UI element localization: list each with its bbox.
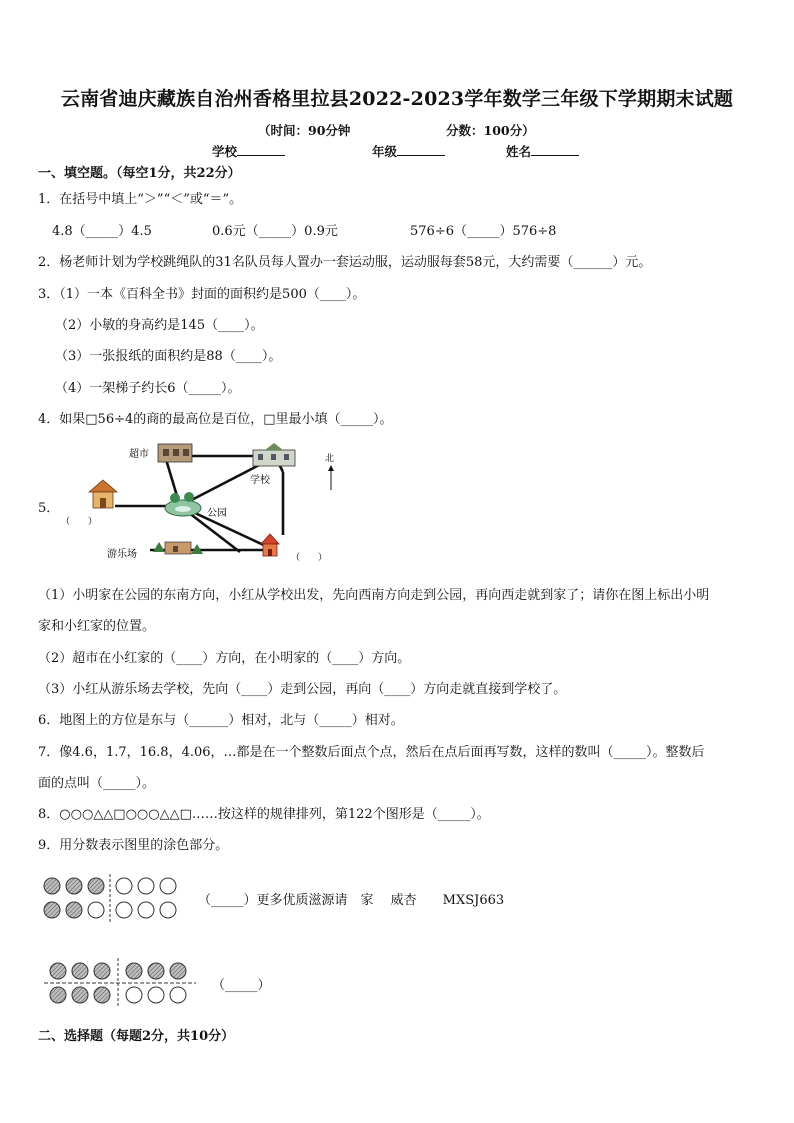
question-3-part4: （4）一架梯子约长6（_____）。 [55,381,241,396]
question-5-part2: （2）超市在小红家的（____）方向，在小明家的（____）方向。 [38,651,411,666]
playground-icon [153,542,203,554]
direction-map [55,440,355,570]
question-9: 9．用分数表示图里的涂色部分。 [38,838,229,853]
question-7-line2: 面的点叫（_____）。 [38,776,156,791]
question-4: 4．如果□56÷4的商的最高位是百位，□里最小填（_____）。 [38,412,393,427]
grade-blank [397,142,445,156]
school-label: 学校 [212,144,238,159]
question-9-blank2: （_____） [212,978,271,993]
question-1a: 4.8（_____）4.5 [52,224,152,239]
playground-label: 游乐场 [107,549,137,560]
question-2: 2．杨老师计划为学校跳绳队的31名队员每人置办一套运动服，运动服每套58元，大约需要（______）元。 [38,255,652,270]
question-5-part3: （3）小红从游乐场去学校，先向（____）走到公园，再向（____）方向走就直接到学校了。 [38,682,567,697]
blank-right-label: （ ） [291,553,328,563]
time-info: （时间：90分钟 [258,123,351,138]
question-3-part3: （3）一张报纸的面积约是88（____）。 [55,349,282,364]
park-icon [165,492,201,516]
grade-field [372,142,445,160]
grade-label: 年级 [372,144,398,159]
name-field [506,142,579,160]
score-info: 分数：100分） [446,123,535,138]
question-1: 1．在括号中填上“＞”“＜”或“＝”。 [38,192,243,207]
question-3-part1: 3．（1）一本《百科全书》封面的面积约是500（____）。 [38,287,366,302]
question-6: 6．地图上的方位是东与（______）相对，北与（_____）相对。 [38,713,404,728]
question-1b: 0.6元（_____）0.9元 [212,224,338,239]
section2-heading: 二、选择题（每题2分，共10分） [38,1029,235,1044]
name-blank [531,142,579,156]
question-3-part2: （2）小敏的身高约是145（____）。 [55,318,264,333]
north-arrow-icon [328,465,334,490]
school-field [212,142,285,160]
house-icon-right [261,534,279,556]
section1-heading: 一、填空题。（每空1分，共22分） [38,166,241,181]
north-label: 北 [325,454,335,464]
question-7-line1: 7．像4.6，1.7，16.8，4.06，…都是在一个整数后面点个点，然后在点后面再写数，这样的数叫（_____）。整数后 [38,745,705,760]
park-label: 公园 [207,508,227,519]
blank-left-label: （ ） [61,517,98,527]
supermarket-icon [158,444,192,462]
page-title: 云南省迪庆藏族自治州香格里拉县2022-2023学年数学三年级下学期期末试题 [60,88,734,110]
school-label: 学校 [250,475,270,486]
question-5-number: 5． [38,501,60,516]
question-5-part1-line2: 家和小红家的位置。 [38,619,156,634]
school-icon [253,443,295,466]
question-8: 8．○○○△△□○○○△△□……按这样的规律排列，第122个图形是（_____）。 [38,807,490,822]
house-icon [89,480,117,508]
question-1c: 576÷6（_____）576÷8 [410,224,557,239]
name-label: 姓名 [506,144,532,159]
fraction-figure-2 [40,958,200,1008]
question-5-part1-line1: （1）小明家在公园的东南方向，小红从学校出发，先向西南方向走到公园，再向西走就到家了；请你在图上标出小明 [38,588,710,603]
school-blank [237,142,285,156]
fraction-figure-1 [40,874,190,922]
question-9-blank1: （_____）更多优质滋源请 家 威杏 MXSJ663 [198,893,505,908]
supermarket-label: 超市 [129,449,149,460]
